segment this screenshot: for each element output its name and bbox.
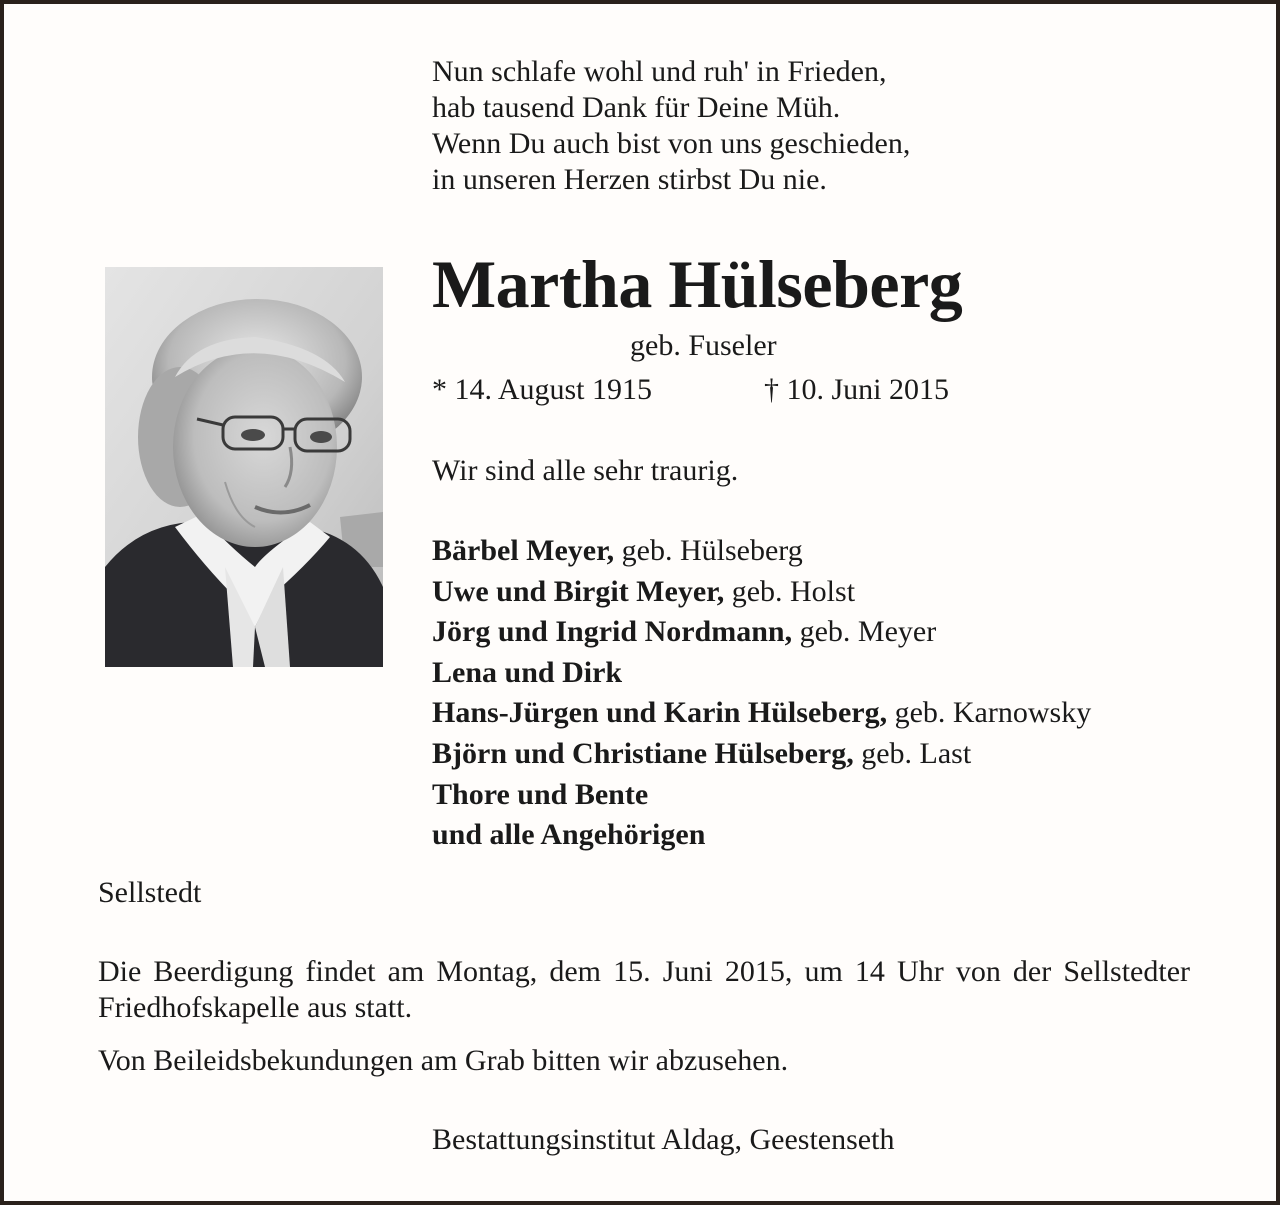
grief-line: Wir sind alle sehr traurig. — [432, 454, 739, 487]
town: Sellstedt — [98, 876, 202, 909]
condolence-note: Von Beileidsbekundungen am Grab bitten wir abzusehen. — [98, 1044, 789, 1077]
mourner-entry — [432, 653, 1091, 694]
mourner-birth-name: geb. Holst — [724, 574, 856, 608]
mourner-entry — [432, 572, 1091, 613]
memorial-poem — [432, 54, 910, 198]
death-date: † 10. Juni 2015 — [764, 373, 950, 406]
mourner-name: Hans-Jürgen und Karin Hülseberg, — [432, 696, 888, 730]
poem-line: Wenn Du auch bist von uns geschieden, — [432, 127, 911, 160]
mourner-entry — [432, 734, 1091, 775]
poem-line: Nun schlafe wohl und ruh' in Frieden, — [432, 55, 887, 88]
deceased-name: Martha Hülseberg — [432, 246, 963, 322]
birth-name: geb. Fuseler — [630, 329, 777, 362]
mourner-birth-name: geb. Meyer — [792, 615, 937, 649]
mourner-birth-name: geb. Karnowsky — [887, 696, 1092, 730]
mourner-entry — [432, 612, 1091, 653]
mourner-birth-name: geb. Last — [853, 736, 972, 770]
mourner-entry — [432, 775, 1091, 816]
mourner-name: Björn und Christiane Hülseberg, — [432, 736, 854, 770]
poem-line: in unseren Herzen stirbst Du nie. — [432, 163, 827, 196]
undertaker: Bestattungsinstitut Aldag, Geestenseth — [432, 1123, 895, 1156]
mourner-name: und alle Angehörigen — [432, 818, 706, 852]
mourner-name: Jörg und Ingrid Nordmann, — [432, 615, 793, 649]
funeral-notice: Die Beerdigung findet am Montag, dem 15. Juni 2015, um 14 Uhr von der Sellstedter Friedhofskapelle aus statt. — [98, 955, 1190, 1024]
mourner-entry — [432, 693, 1091, 734]
poem-line: hab tausend Dank für Deine Müh. — [432, 91, 841, 124]
birth-date: * 14. August 1915 — [432, 373, 653, 406]
mourner-birth-name: geb. Hülseberg — [614, 534, 803, 567]
mourner-name: Uwe und Birgit Meyer, — [432, 574, 725, 608]
mourner-name: Lena und Dirk — [432, 655, 623, 689]
portrait-photo — [105, 267, 383, 667]
mourner-name: Bärbel Meyer, — [432, 534, 615, 567]
mourner-entry — [432, 531, 1091, 572]
mourner-entry — [432, 815, 1091, 856]
mourner-list — [432, 531, 1091, 856]
mourner-name: Thore und Bente — [432, 777, 649, 811]
